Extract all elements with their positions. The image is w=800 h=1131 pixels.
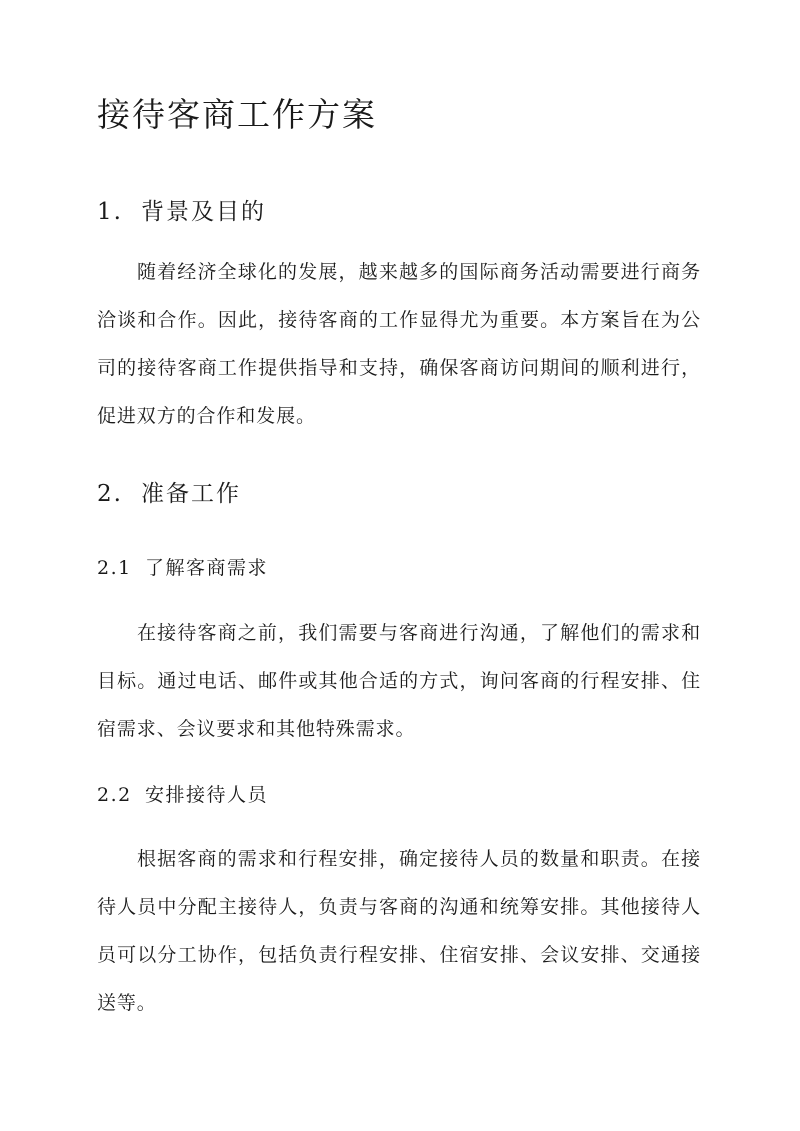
section-2-number: 2. bbox=[97, 481, 123, 507]
subsection-2-1-title: 了解客商需求 bbox=[145, 557, 269, 579]
subsection-2-2-paragraph: 根据客商的需求和行程安排，确定接待人员的数量和职责。在接待人员中分配主接待人，负责与客商的沟通和统筹安排。其他接待人员可以分工协作，包括负责行程安排、住宿安排、会议安排、交通接送等。 bbox=[97, 848, 701, 1014]
section-1-heading bbox=[97, 196, 266, 228]
section-2-title: 准备工作 bbox=[141, 481, 241, 507]
document-title: 接待客商工作方案 bbox=[97, 95, 377, 134]
section-1-number: 1. bbox=[97, 199, 123, 225]
subsection-2-2-title: 安排接待人员 bbox=[145, 784, 269, 806]
section-1-title: 背景及目的 bbox=[141, 199, 266, 225]
subsection-2-1-heading bbox=[97, 554, 268, 582]
section-2-heading bbox=[97, 478, 241, 510]
subsection-2-1-number: 2.1 bbox=[97, 557, 132, 579]
section-1-paragraph: 随着经济全球化的发展，越来越多的国际商务活动需要进行商务洽谈和合作。因此，接待客商的工作显得尤为重要。本方案旨在为公司的接待客商工作提供指导和支持，确保客商访问期间的顺利进行，促进双方的合作和发展。 bbox=[97, 261, 701, 427]
subsection-2-1-paragraph: 在接待客商之前，我们需要与客商进行沟通，了解他们的需求和目标。通过电话、邮件或其他合适的方式，询问客商的行程安排、住宿需求、会议要求和其他特殊需求。 bbox=[97, 622, 701, 740]
subsection-2-2-heading bbox=[97, 781, 268, 809]
subsection-2-2-number: 2.2 bbox=[97, 784, 132, 806]
